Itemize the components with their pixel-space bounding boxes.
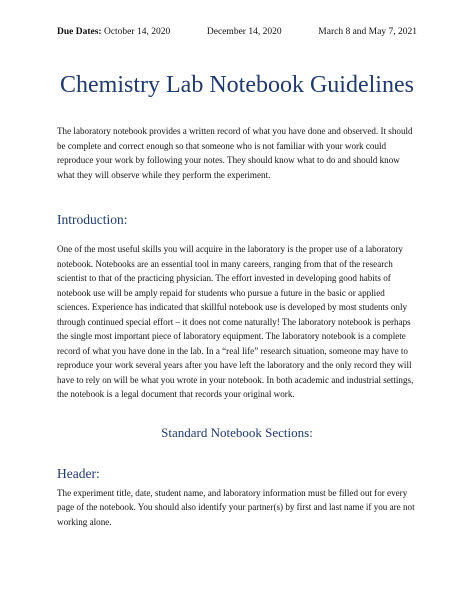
document-title: Chemistry Lab Notebook Guidelines bbox=[60, 72, 414, 98]
header-section-heading: Header: bbox=[57, 465, 100, 481]
header-section-paragraph: The experiment title, date, student name, and laboratory information must be filled out for every page of the notebook. You should also identify your partner(s) by first and last name if you are not working alone. bbox=[57, 487, 415, 527]
due-date-first bbox=[57, 26, 170, 38]
introduction-heading: Introduction: bbox=[57, 212, 128, 227]
standard-sections-heading: Standard Notebook Sections: bbox=[161, 424, 313, 440]
introduction-paragraph: One of the most useful skills you will acquire in the laboratory is the proper use of a laboratory notebook. Notebooks are an essential tool in many careers, ranging from that of the research scientist to that of the practicing physician. The effort invested in developing good habits of notebook use will be amply repaid for students who pursue a future in the basic or applied sciences. Experience has indicated that skillful notebook use is developed by most students only through continued special effort – it does not come naturally! The laboratory notebook is perhaps the single most important piece of laboratory equipment. The laboratory notebook is a complete record of what you have done in the lab. In a “real life” research situation, someone may have to reproduce your work several years after you have left the laboratory and the only record they will have to rely on will be what you wrote in your notebook. In both academic and industrial settings, the notebook is a legal document that records your original work. bbox=[57, 244, 414, 399]
due-dates-label: Due Dates: bbox=[57, 27, 102, 37]
due-dates-row bbox=[57, 26, 417, 38]
due-date-first-value: October 14, 2020 bbox=[103, 27, 171, 37]
due-date-third: March 8 and May 7, 2021 bbox=[318, 27, 417, 37]
due-date-second: December 14, 2020 bbox=[206, 27, 282, 37]
intro-paragraph: The laboratory notebook provides a written record of what you have done and observed. It should be complete and correct enough so that someone who is not familiar with your work could reproduce your work by following your notes. They should know what to do and should know what they will observe while they perform the experiment. bbox=[57, 126, 413, 180]
